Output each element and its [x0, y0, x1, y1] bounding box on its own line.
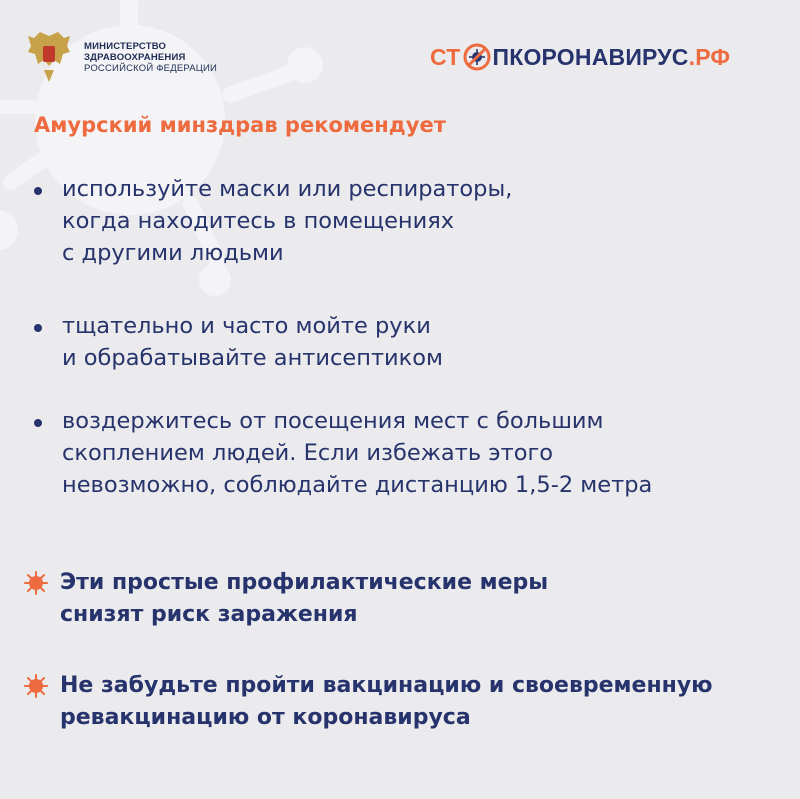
- bullet-line: невозможно, соблюдайте дистанцию 1,5-2 метра: [62, 472, 653, 498]
- bullet-line: скоплением людей. Если избежать этого: [62, 440, 554, 466]
- bullet-dot: [34, 324, 42, 332]
- virus-icon: [24, 571, 48, 595]
- ministry-name-line1: МИНИСТЕРСТВО: [84, 40, 167, 52]
- ministry-logo: [26, 30, 217, 84]
- note-line: Эти простые профилактические меры: [60, 570, 549, 595]
- note-item: [24, 567, 780, 631]
- russian-coat-of-arms-icon: [26, 30, 72, 84]
- bullet-line: используйте маски или респираторы,: [62, 176, 513, 202]
- note-line: снизят риск заражения: [60, 602, 358, 627]
- list-item: [34, 173, 762, 269]
- stop-logo-part3: .РФ: [688, 43, 731, 70]
- bullet-line: с другими людьми: [62, 240, 284, 266]
- ministry-name-line3: РОССИЙСКОЙ ФЕДЕРАЦИИ: [84, 62, 218, 74]
- note-line: ревакцинацию от коронавируса: [60, 705, 471, 730]
- stop-logo-part2: ПКОРОНАВИРУС: [492, 43, 689, 70]
- note-line: Не забудьте пройти вакцинацию и своевременную: [60, 673, 713, 698]
- bullet-line: тщательно и часто мойте руки: [62, 313, 431, 339]
- bullet-line: и обрабатывайте антисептиком: [62, 345, 444, 371]
- bullet-dot: [34, 187, 42, 195]
- page-heading: Амурский минздрав рекомендует: [34, 113, 446, 137]
- stop-logo-part1: СТ: [430, 43, 461, 70]
- stop-coronavirus-logo: [430, 42, 730, 72]
- list-item: [34, 310, 762, 374]
- list-item: [34, 405, 762, 501]
- virus-icon: [24, 674, 48, 698]
- bullet-dot: [34, 419, 42, 427]
- virus-stop-icon: [462, 42, 492, 72]
- note-item: [24, 670, 780, 734]
- bullet-line: воздержитесь от посещения мест с большим: [62, 408, 604, 434]
- bullet-line: когда находитесь в помещениях: [62, 208, 455, 234]
- ministry-name-line2: ЗДРАВООХРАНЕНИЯ: [84, 51, 186, 63]
